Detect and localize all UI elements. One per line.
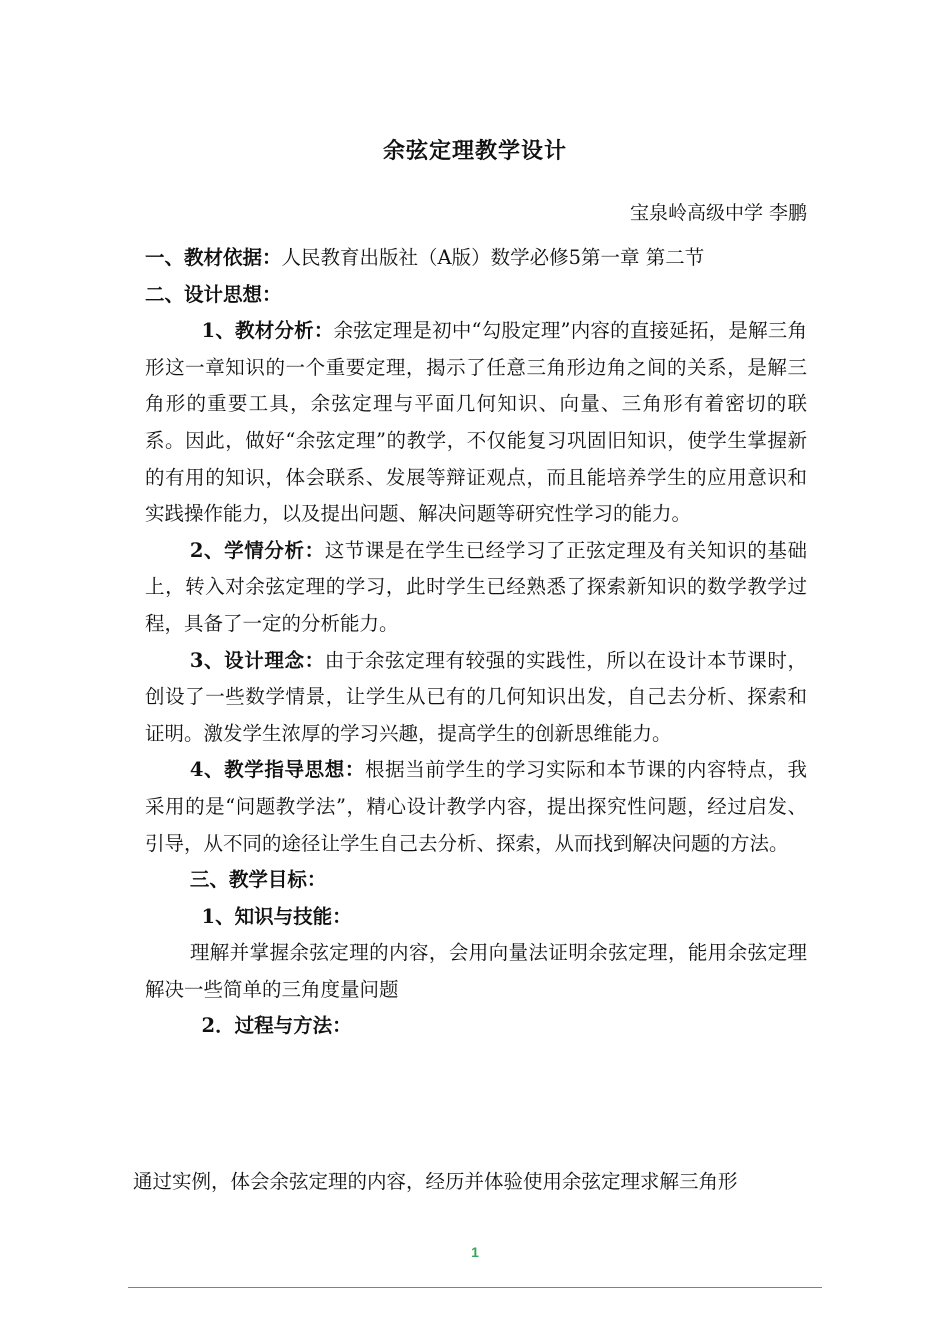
section-text: 人民教育出版社（A版）数学必修5第一章 第二节 (281, 246, 705, 269)
document-title: 余弦定理教学设计 (382, 138, 567, 164)
paragraph-textbook-analysis (145, 313, 807, 533)
page-number: 1 (471, 1244, 479, 1260)
section-basis (145, 240, 807, 277)
paragraph-teaching-guidance (145, 752, 807, 862)
paragraph-label: 3、设计理念： (189, 648, 325, 672)
goal-knowledge-text: 理解并掌握余弦定理的内容，会用向量法证明余弦定理，能用余弦定理解决一些简单的三角度量问题 (145, 941, 807, 1001)
paragraph-text: 这节课是在学生已经学习了正弦定理及有关知识的基础上，转入对余弦定理的学习，此时学生已经熟悉了探索新知识的数学教学过程，具备了一定的分析能力。 (145, 538, 807, 635)
goal-heading: 1、知识与技能： (201, 904, 352, 928)
paragraph-design-concept (145, 643, 807, 753)
paragraph-label: 4、教学指导思想： (189, 758, 365, 782)
goal-heading: 2．过程与方法： (201, 1014, 352, 1038)
footer-divider (128, 1287, 822, 1288)
document-body (145, 240, 807, 1045)
paragraph-student-analysis (145, 533, 807, 643)
section-heading: 二、设计思想： (145, 282, 282, 306)
goal-knowledge-heading (145, 899, 807, 936)
goal-process-text: 通过实例，体会余弦定理的内容，经历并体验使用余弦定理求解三角形 (133, 1170, 738, 1193)
section-heading: 三、教学目标： (189, 868, 327, 892)
section-heading: 一、教材依据： (145, 246, 282, 269)
section-goals-heading (145, 862, 807, 899)
paragraph-text: 由于余弦定理有较强的实践性，所以在设计本节课时，创设了一些数学情景，让学生从已有的几何知识出发，自己去分析、探索和证明。激发学生浓厚的学习兴趣，提高学生的创新思维能力。 (145, 648, 807, 745)
paragraph-text: 余弦定理是初中“勾股定理”内容的直接延拓，是解三角形这一章知识的一个重要定理，揭示了任意三角形边角之间的关系，是解三角形的重要工具，余弦定理与平面几何知识、向量、三角形有着密切的联系。因此，做好“余弦定理”的教学，不仅能复习巩固旧知识，使学生掌握新的有用的知识，体会联系、发展等辩证观点，而且能培养学生的应用意识和实践操作能力，以及提出问题、解决问题等研究性学习的能力。 (145, 319, 807, 526)
author-line: 宝泉岭高级中学 李鹏 (629, 202, 807, 224)
paragraph-label: 1、教材分析： (201, 319, 334, 343)
paragraph-label: 2、学情分析： (189, 538, 325, 562)
paragraph-text: 根据当前学生的学习实际和本节课的内容特点，我采用的是“问题教学法”，精心设计教学内容，提出探究性问题，经过启发、引导，从不同的途径让学生自己去分析、探索，从而找到解决问题的方法。 (145, 758, 807, 855)
goal-process-heading (145, 1008, 807, 1045)
section-design-heading (145, 277, 807, 314)
